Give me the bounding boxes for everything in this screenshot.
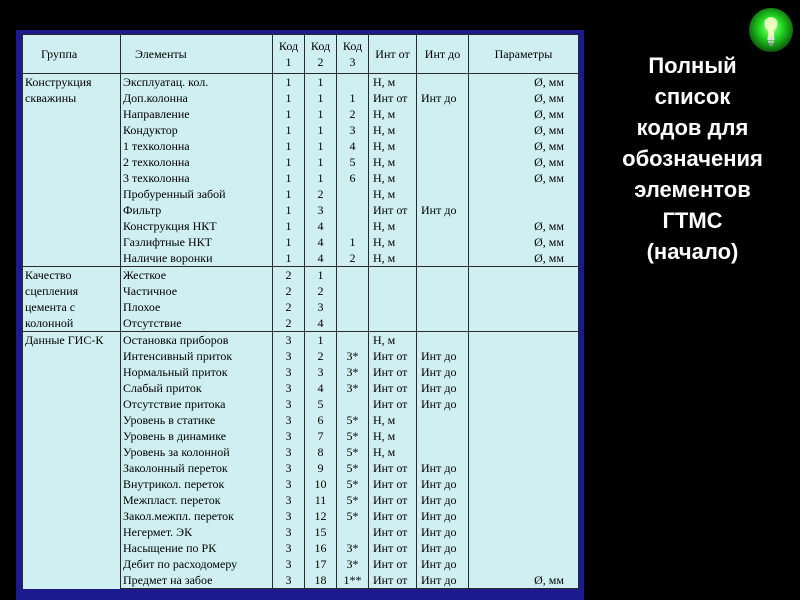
group-cell: Данные ГИС-К [23, 332, 121, 589]
code2-cell: 17 [305, 556, 337, 572]
element-cell: Слабый приток [121, 380, 273, 396]
int-to-cell: Инт до [417, 492, 469, 508]
code2-cell: 3 [305, 299, 337, 315]
code3-cell [337, 283, 369, 299]
params-cell [469, 332, 579, 349]
code2-cell: 18 [305, 572, 337, 589]
int-from-cell [369, 267, 417, 284]
code1-cell: 3 [273, 556, 305, 572]
code2-cell: 2 [305, 186, 337, 202]
code1-cell: 1 [273, 138, 305, 154]
code3-cell: 5* [337, 428, 369, 444]
int-from-cell: Инт от [369, 202, 417, 218]
int-to-cell [417, 315, 469, 332]
table-row [23, 332, 579, 349]
table-row [23, 74, 579, 91]
code3-cell [337, 299, 369, 315]
element-cell: Конструкция НКТ [121, 218, 273, 234]
int-to-cell [417, 283, 469, 299]
code3-cell [337, 186, 369, 202]
int-from-cell: Н, м [369, 234, 417, 250]
element-cell: Направление [121, 106, 273, 122]
code1-cell: 3 [273, 492, 305, 508]
params-cell [469, 492, 579, 508]
code3-cell: 5* [337, 444, 369, 460]
code3-cell: 3* [337, 380, 369, 396]
int-from-cell: Н, м [369, 250, 417, 267]
table-section [23, 267, 579, 332]
table-section [23, 332, 579, 589]
int-from-cell: Н, м [369, 106, 417, 122]
code2-cell: 9 [305, 460, 337, 476]
params-cell [469, 315, 579, 332]
int-from-cell: Инт от [369, 508, 417, 524]
code1-cell: 1 [273, 234, 305, 250]
code2-cell: 1 [305, 170, 337, 186]
code2-cell: 10 [305, 476, 337, 492]
int-from-cell: Инт от [369, 556, 417, 572]
int-from-cell [369, 315, 417, 332]
title-line: ГТМС [662, 208, 723, 233]
params-cell [469, 428, 579, 444]
element-cell: Нормальный приток [121, 364, 273, 380]
int-to-cell: Инт до [417, 572, 469, 589]
int-from-cell: Инт от [369, 460, 417, 476]
int-from-cell: Инт от [369, 364, 417, 380]
code2-cell: 12 [305, 508, 337, 524]
code1-cell: 3 [273, 540, 305, 556]
params-cell [469, 508, 579, 524]
element-cell: Частичное [121, 283, 273, 299]
int-to-cell: Инт до [417, 540, 469, 556]
code1-cell: 3 [273, 332, 305, 349]
int-from-cell: Инт от [369, 396, 417, 412]
code1-cell: 1 [273, 122, 305, 138]
code2-cell: 4 [305, 315, 337, 332]
int-from-cell: Н, м [369, 444, 417, 460]
lightbulb-icon [746, 6, 796, 56]
int-from-cell: Н, м [369, 332, 417, 349]
code1-cell: 3 [273, 524, 305, 540]
int-from-cell: Н, м [369, 122, 417, 138]
code3-cell: 3* [337, 348, 369, 364]
params-cell: Ø, мм [469, 572, 579, 589]
code1-cell: 1 [273, 154, 305, 170]
params-cell [469, 540, 579, 556]
element-cell: Дебит по расходомеру [121, 556, 273, 572]
int-to-cell [417, 106, 469, 122]
params-cell [469, 412, 579, 428]
code2-cell: 16 [305, 540, 337, 556]
params-cell [469, 202, 579, 218]
element-cell: Закол.межпл. переток [121, 508, 273, 524]
code1-cell: 2 [273, 299, 305, 315]
element-cell: Газлифтные НКТ [121, 234, 273, 250]
element-cell: Фильтр [121, 202, 273, 218]
int-to-cell: Инт до [417, 476, 469, 492]
element-cell: Межпласт. переток [121, 492, 273, 508]
code3-cell: 5* [337, 508, 369, 524]
int-from-cell: Инт от [369, 348, 417, 364]
params-cell: Ø, мм [469, 250, 579, 267]
int-to-cell [417, 186, 469, 202]
code2-cell: 4 [305, 218, 337, 234]
int-from-cell: Н, м [369, 170, 417, 186]
code2-cell: 1 [305, 332, 337, 349]
code1-cell: 3 [273, 444, 305, 460]
params-cell: Ø, мм [469, 106, 579, 122]
code3-cell: 6 [337, 170, 369, 186]
code3-cell: 5* [337, 476, 369, 492]
int-to-cell [417, 74, 469, 91]
params-cell [469, 186, 579, 202]
code1-cell: 3 [273, 428, 305, 444]
params-cell [469, 460, 579, 476]
code2-cell: 4 [305, 380, 337, 396]
element-cell: Отсутствие притока [121, 396, 273, 412]
params-cell [469, 267, 579, 284]
int-from-cell: Инт от [369, 90, 417, 106]
header-group: Группа [23, 35, 121, 74]
code2-cell: 3 [305, 364, 337, 380]
title-line: обозначения [622, 146, 763, 171]
code1-cell: 3 [273, 572, 305, 589]
code3-cell: 3* [337, 364, 369, 380]
table-row [23, 267, 579, 284]
int-to-cell [417, 412, 469, 428]
int-to-cell: Инт до [417, 524, 469, 540]
int-from-cell: Инт от [369, 492, 417, 508]
int-to-cell: Инт до [417, 460, 469, 476]
title-line: Полный [648, 53, 737, 78]
header-int-to: Инт до [417, 35, 469, 74]
params-cell: Ø, мм [469, 138, 579, 154]
code2-cell: 1 [305, 90, 337, 106]
int-to-cell: Инт до [417, 202, 469, 218]
params-cell [469, 299, 579, 315]
int-to-cell [417, 444, 469, 460]
code1-cell: 3 [273, 348, 305, 364]
code1-cell: 1 [273, 90, 305, 106]
code1-cell: 3 [273, 508, 305, 524]
code2-cell: 15 [305, 524, 337, 540]
code3-cell: 2 [337, 250, 369, 267]
params-cell: Ø, мм [469, 170, 579, 186]
params-cell [469, 444, 579, 460]
element-cell: Уровень в статике [121, 412, 273, 428]
int-to-cell [417, 250, 469, 267]
code2-cell: 1 [305, 154, 337, 170]
code1-cell: 1 [273, 74, 305, 91]
int-to-cell: Инт до [417, 380, 469, 396]
header-code1: Код 1 [273, 35, 305, 74]
code3-cell: 3 [337, 122, 369, 138]
int-to-cell: Инт до [417, 364, 469, 380]
int-to-cell [417, 234, 469, 250]
int-to-cell: Инт до [417, 396, 469, 412]
params-cell: Ø, мм [469, 74, 579, 91]
code1-cell: 2 [273, 315, 305, 332]
code1-cell: 3 [273, 380, 305, 396]
int-from-cell: Инт от [369, 380, 417, 396]
int-to-cell [417, 138, 469, 154]
code2-cell: 1 [305, 74, 337, 91]
code1-cell: 3 [273, 412, 305, 428]
params-cell [469, 556, 579, 572]
params-cell: Ø, мм [469, 234, 579, 250]
table-header-row [23, 35, 579, 74]
code2-cell: 6 [305, 412, 337, 428]
code2-cell: 5 [305, 396, 337, 412]
code3-cell: 5* [337, 412, 369, 428]
element-cell: Остановка приборов [121, 332, 273, 349]
code3-cell: 3* [337, 556, 369, 572]
header-code2: Код 2 [305, 35, 337, 74]
code2-cell: 1 [305, 267, 337, 284]
code2-cell: 11 [305, 492, 337, 508]
int-to-cell: Инт до [417, 508, 469, 524]
code3-cell [337, 74, 369, 91]
params-cell [469, 476, 579, 492]
element-cell: Заколонный переток [121, 460, 273, 476]
code2-cell: 1 [305, 138, 337, 154]
code1-cell: 1 [273, 202, 305, 218]
params-cell: Ø, мм [469, 90, 579, 106]
code2-cell: 8 [305, 444, 337, 460]
code1-cell: 1 [273, 170, 305, 186]
table-section [23, 74, 579, 267]
params-cell [469, 364, 579, 380]
code2-cell: 4 [305, 250, 337, 267]
element-cell: Внутрикол. переток [121, 476, 273, 492]
int-from-cell: Н, м [369, 428, 417, 444]
int-to-cell: Инт до [417, 90, 469, 106]
int-to-cell: Инт до [417, 348, 469, 364]
element-cell: Наличие воронки [121, 250, 273, 267]
code3-cell [337, 524, 369, 540]
code1-cell: 1 [273, 186, 305, 202]
header-elements: Элементы [121, 35, 273, 74]
codes-table [22, 34, 579, 589]
int-from-cell: Н, м [369, 412, 417, 428]
int-from-cell: Н, м [369, 154, 417, 170]
code2-cell: 2 [305, 283, 337, 299]
int-to-cell: Инт до [417, 556, 469, 572]
element-cell: Насыщение по РК [121, 540, 273, 556]
int-to-cell [417, 170, 469, 186]
code1-cell: 1 [273, 106, 305, 122]
group-cell: Качество сцепления цемента с колонной [23, 267, 121, 332]
slide-title [585, 50, 800, 267]
int-from-cell: Н, м [369, 138, 417, 154]
code2-cell: 1 [305, 122, 337, 138]
code3-cell [337, 396, 369, 412]
element-cell: Кондуктор [121, 122, 273, 138]
code1-cell: 3 [273, 364, 305, 380]
code3-cell: 1** [337, 572, 369, 589]
code2-cell: 1 [305, 106, 337, 122]
int-from-cell: Инт от [369, 572, 417, 589]
element-cell: 3 техколонна [121, 170, 273, 186]
int-to-cell [417, 428, 469, 444]
code1-cell: 3 [273, 460, 305, 476]
title-line: элементов [634, 177, 751, 202]
code3-cell [337, 218, 369, 234]
int-to-cell [417, 332, 469, 349]
int-from-cell [369, 299, 417, 315]
code3-cell [337, 202, 369, 218]
element-cell: Отсутствие [121, 315, 273, 332]
int-from-cell [369, 283, 417, 299]
code3-cell [337, 315, 369, 332]
code1-cell: 3 [273, 476, 305, 492]
code3-cell: 5* [337, 460, 369, 476]
element-cell: 1 техколонна [121, 138, 273, 154]
group-cell: Конструкция скважины [23, 74, 121, 267]
table-frame [16, 30, 584, 600]
int-to-cell [417, 299, 469, 315]
code3-cell: 1 [337, 234, 369, 250]
code2-cell: 2 [305, 348, 337, 364]
int-to-cell [417, 154, 469, 170]
element-cell: Доп.колонна [121, 90, 273, 106]
element-cell: Эксплуатац. кол. [121, 74, 273, 91]
int-to-cell [417, 267, 469, 284]
element-cell: Предмет на забое [121, 572, 273, 589]
params-cell [469, 348, 579, 364]
element-cell: Интенсивный приток [121, 348, 273, 364]
params-cell [469, 396, 579, 412]
int-from-cell: Инт от [369, 540, 417, 556]
code2-cell: 4 [305, 234, 337, 250]
code2-cell: 7 [305, 428, 337, 444]
element-cell: Уровень в динамике [121, 428, 273, 444]
params-cell [469, 380, 579, 396]
code3-cell: 1 [337, 90, 369, 106]
int-to-cell [417, 122, 469, 138]
params-cell: Ø, мм [469, 122, 579, 138]
params-cell [469, 524, 579, 540]
params-cell: Ø, мм [469, 154, 579, 170]
title-line: (начало) [646, 239, 739, 264]
element-cell: Плохое [121, 299, 273, 315]
code2-cell: 3 [305, 202, 337, 218]
int-to-cell [417, 218, 469, 234]
title-line: кодов для [636, 115, 749, 140]
element-cell: Негермет. ЭК [121, 524, 273, 540]
int-from-cell: Н, м [369, 74, 417, 91]
element-cell: Пробуренный забой [121, 186, 273, 202]
int-from-cell: Н, м [369, 186, 417, 202]
element-cell: Уровень за колонной [121, 444, 273, 460]
title-line: список [654, 84, 731, 109]
code3-cell: 5* [337, 492, 369, 508]
params-cell [469, 283, 579, 299]
code1-cell: 3 [273, 396, 305, 412]
int-from-cell: Инт от [369, 476, 417, 492]
header-params: Параметры [469, 35, 579, 74]
code1-cell: 2 [273, 267, 305, 284]
code3-cell: 4 [337, 138, 369, 154]
code1-cell: 2 [273, 283, 305, 299]
header-int-from: Инт от [369, 35, 417, 74]
header-code3: Код 3 [337, 35, 369, 74]
element-cell: Жесткое [121, 267, 273, 284]
code1-cell: 1 [273, 250, 305, 267]
int-from-cell: Инт от [369, 524, 417, 540]
code3-cell: 2 [337, 106, 369, 122]
element-cell: 2 техколонна [121, 154, 273, 170]
code3-cell: 3* [337, 540, 369, 556]
code3-cell [337, 332, 369, 349]
code3-cell: 5 [337, 154, 369, 170]
code3-cell [337, 267, 369, 284]
params-cell: Ø, мм [469, 218, 579, 234]
int-from-cell: Н, м [369, 218, 417, 234]
code1-cell: 1 [273, 218, 305, 234]
